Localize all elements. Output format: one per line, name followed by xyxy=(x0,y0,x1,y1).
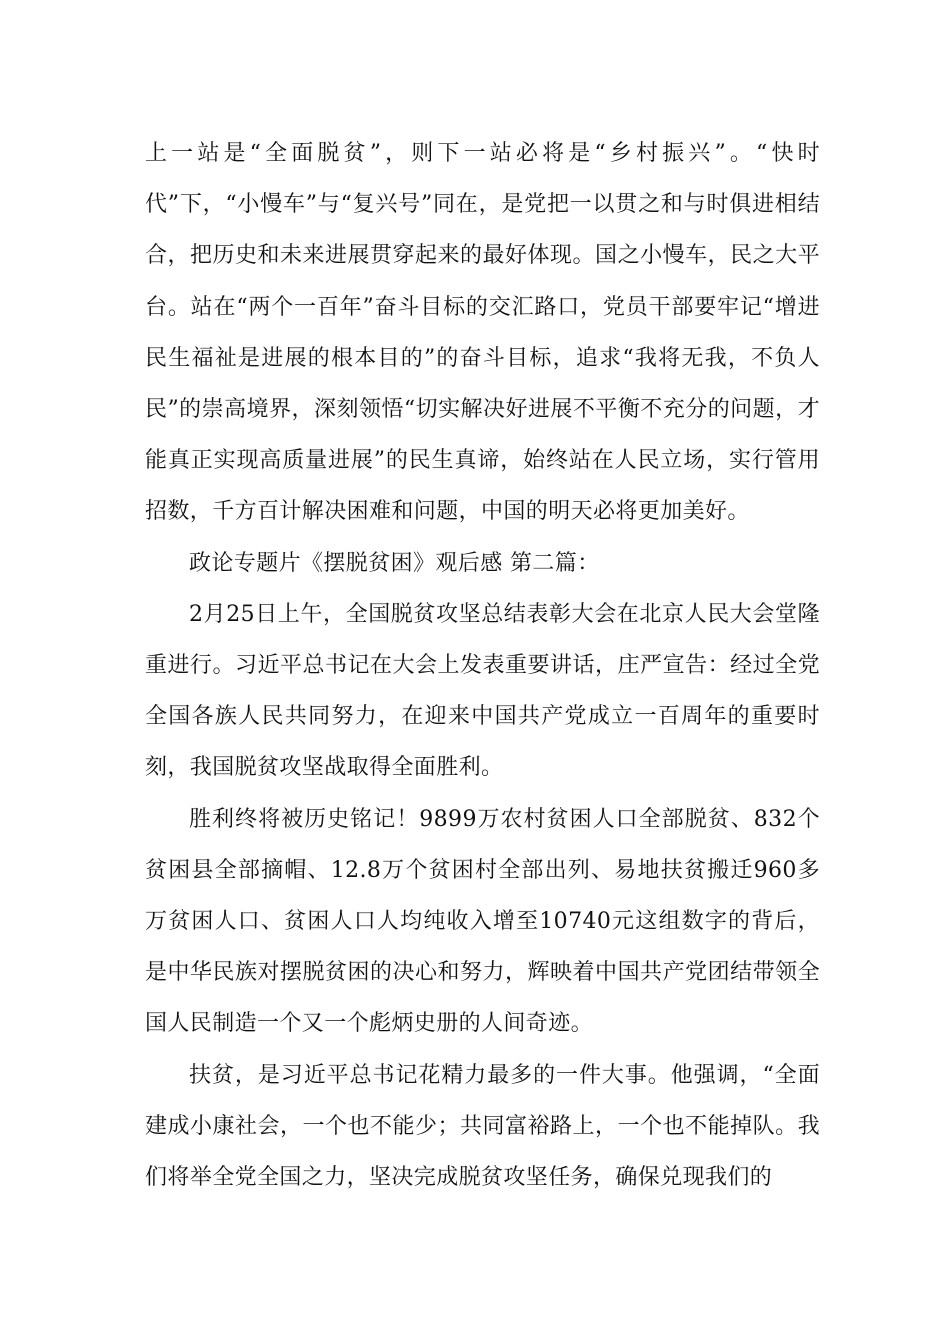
document-body xyxy=(145,128,820,1203)
paragraph-rural-revitalization: 上一站是“全面脱贫”，则下一站必将是“乡村振兴”。“快时代”下，“小慢车”与“复兴号”同在，是党把一以贯之和与时俱进相结合，把历史和未来进展贯穿起来的最好体现。国之小慢车，民之大平台。站在“两个一百年”奋斗目标的交汇路口，党员干部要牢记“增进民生福祉是进展的根本目的”的奋斗目标，追求“我将无我，不负人民”的崇高境界，深刻领悟“切实解决好进展不平衡不充分的问题，才能真正实现高质量进展”的民生真谛，始终站在人民立场，实行管用招数，千方百计解决困难和问题，中国的明天必将更加美好。 xyxy=(145,141,820,525)
paragraph-victory-statistics: 胜利终将被历史铭记！9899万农村贫困人口全部脱贫、832个贫困县全部摘帽、12.8万个贫困村全部出列、易地扶贫搬迁960多万贫困人口、贫困人口人均纯收入增至10740元这组数字的背后，是中华民族对摆脱贫困的决心和努力，辉映着中国共产党团结带领全国人民制造一个又一个彪炳史册的人间奇迹。 xyxy=(145,806,820,1037)
paragraph-poverty-alleviation: 扶贫，是习近平总书记花精力最多的一件大事。他强调，“全面建成小康社会，一个也不能少；共同富裕路上，一个也不能掉队。我们将举全党全国之力，坚决完成脱贫攻坚任务，确保兑现我们的 xyxy=(145,1062,820,1191)
paragraph-commendation-conference: 2月25日上午，全国脱贫攻坚总结表彰大会在北京人民大会堂隆重进行。习近平总书记在大会上发表重要讲话，庄严宣告：经过全党全国各族人民共同努力，在迎来中国共产党成立一百周年的重要时刻，我国脱贫攻坚战取得全面胜利。 xyxy=(145,601,820,781)
section-heading: 政论专题片《摆脱贫困》观后感 第二篇： xyxy=(189,550,600,576)
